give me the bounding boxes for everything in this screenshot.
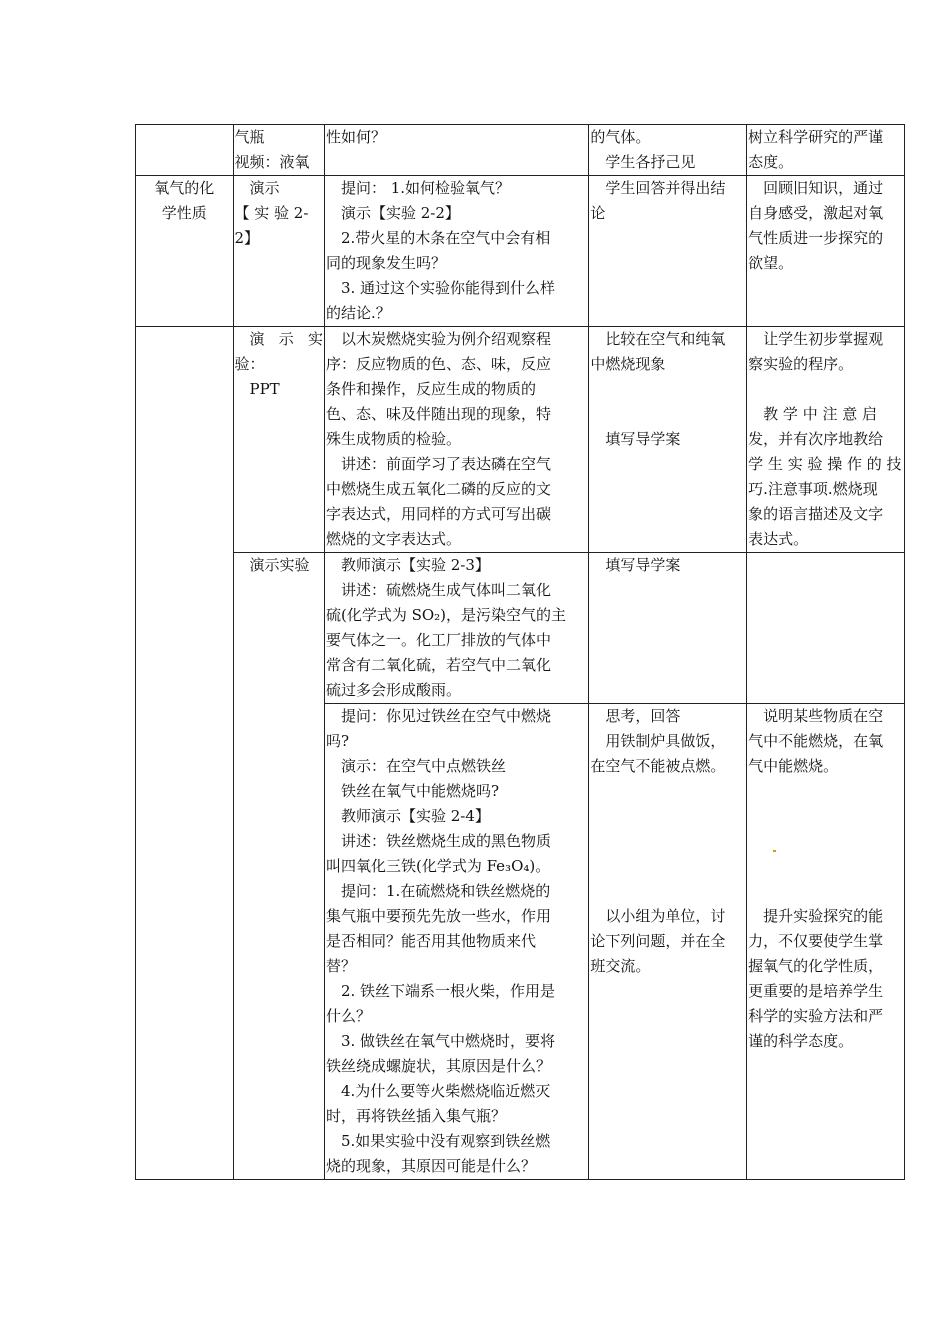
cell-line: 比较在空气和纯氧 [605, 330, 726, 348]
cell-line: 学生回答并得出结 [605, 179, 726, 197]
cell-line: 3. 通过这个实验你能得到什么样 [340, 279, 556, 297]
cell-line: 什么？ [325, 1007, 371, 1025]
cell-line: 气瓶 [234, 128, 265, 146]
cell-line: 殊生成物质的检验。 [325, 430, 461, 448]
cell-line: 集气瓶中要预先先放一些水，作用 [325, 907, 551, 925]
cell-line: 序：反应物质的色、态、味，反应 [325, 355, 551, 373]
cell-line: 欲望。 [748, 254, 794, 272]
cell-line: 字表达式，用同样的方式可写出碳 [325, 505, 551, 523]
table-cell [233, 327, 324, 553]
cell-line: 演示【实验 2-2】 [340, 204, 460, 222]
cell-line: 树立科学研究的严谨 [748, 128, 884, 146]
cell-line: 验： [234, 355, 265, 373]
cell-line: 视频：液氧 [234, 153, 310, 171]
table-row [136, 327, 905, 553]
table-cell [324, 553, 588, 704]
cell-line: 巧.注意事项.燃烧现 [748, 480, 878, 498]
cell-line: 谨的科学态度。 [748, 1032, 854, 1050]
stray-mark [773, 850, 776, 852]
cell-line: 叫四氧化三铁(化学式为 Fe₃O₄)。 [325, 857, 551, 875]
cell-line: 发，并有次序地教给 [748, 430, 884, 448]
cell-line: 讲述：硫燃烧生成气体叫二氧化 [340, 581, 551, 599]
cell-line: 学 生 实 验 操 作 的 技 [748, 455, 902, 473]
cell-line: 2. 铁丝下端系一根火柴，作用是 [340, 982, 556, 1000]
lesson-plan-table [135, 124, 905, 1180]
cell-line: 提问： 1.如何检验氧气？ [340, 179, 511, 197]
cell-line: 教 学 中 注 意 启 [763, 405, 877, 423]
cell-line: 中燃烧生成五氧化二磷的反应的文 [325, 480, 551, 498]
cell-line: 演 示 实 [249, 330, 323, 348]
cell-line: 提升实验探究的能 [763, 907, 884, 925]
cell-line: 中燃烧现象 [590, 355, 666, 373]
cell-line: 说明某些物质在空 [763, 707, 884, 725]
cell-line: 演示 [249, 179, 280, 197]
cell-line: 讲述：前面学习了表达磷在空气 [340, 455, 551, 473]
cell-line: 铁丝在氧气中能燃烧吗? [340, 782, 500, 800]
cell-line: 3. 做铁丝在氧气中燃烧时，要将 [340, 1032, 556, 1050]
cell-line: 铁丝绕成螺旋状，其原因是什么？ [325, 1057, 551, 1075]
cell-line: 气中能燃烧。 [748, 757, 839, 775]
cell-line: 时，再将铁丝插入集气瓶？ [325, 1107, 506, 1125]
cell-line: 吗? [325, 732, 350, 750]
cell-line: 氧气的化 [154, 179, 215, 197]
cell-line: 4.为什么要等火柴燃烧临近燃灭 [340, 1082, 551, 1100]
table-cell [233, 176, 324, 327]
cell-line: 填写导学案 [605, 430, 681, 448]
cell-line: 条件和操作，反应生成的物质的 [325, 380, 536, 398]
cell-line: 让学生初步掌握观 [763, 330, 884, 348]
cell-line: 表达式。 [748, 530, 809, 548]
cell-line: 燃烧的文字表达式。 [325, 530, 461, 548]
cell-line: 演示实验 [249, 556, 310, 574]
cell-line: 思考，回答 [605, 707, 681, 725]
table-cell [747, 125, 905, 176]
table-cell [747, 553, 905, 704]
cell-line: 硫(化学式为 SO₂)，是污染空气的主 [325, 606, 567, 624]
cell-line: 气性质进一步探究的 [748, 229, 884, 247]
table-cell [589, 176, 747, 327]
cell-line: 学生各抒己见 [605, 153, 696, 171]
cell-line: 2.带火星的木条在空气中会有相 [340, 229, 551, 247]
cell-line: 更重要的是培养学生 [748, 982, 884, 1000]
cell-line: 是否相同？能否用其他物质来代 [325, 932, 536, 950]
cell-line: 在空气不能被点燃。 [590, 757, 726, 775]
cell-line: 科学的实验方法和严 [748, 1007, 884, 1025]
table-cell [233, 553, 324, 1180]
cell-line: 察实验的程序。 [748, 355, 854, 373]
cell-line: 提问：你见过铁丝在空气中燃烧 [340, 707, 551, 725]
table-cell [136, 327, 234, 1180]
cell-line: 教师演示【实验 2-3】 [340, 556, 490, 574]
cell-line: 【 实 验 2- [234, 204, 309, 222]
cell-line: 用铁制炉具做饭， [605, 732, 726, 750]
cell-line: 论下列问题，并在全 [590, 932, 726, 950]
cell-line: 性如何？ [325, 128, 386, 146]
table-cell [589, 327, 747, 553]
table-cell [589, 125, 747, 176]
cell-line: 同的现象发生吗？ [325, 254, 446, 272]
table-cell [233, 125, 324, 176]
cell-line: 2】 [234, 229, 260, 247]
table-cell [747, 327, 905, 553]
cell-line: 学性质 [161, 204, 207, 222]
cell-line: 色、态、味及伴随出现的现象，特 [325, 405, 551, 423]
table-cell [324, 327, 588, 553]
table-cell [136, 125, 234, 176]
cell-line: 象的语言描述及文字 [748, 505, 884, 523]
cell-line: 自身感受，激起对氧 [748, 204, 884, 222]
table-row [136, 553, 905, 704]
cell-line: 讲述：铁丝燃烧生成的黑色物质 [340, 832, 551, 850]
cell-line: 提问：1.在硫燃烧和铁丝燃烧的 [340, 882, 551, 900]
cell-line: 常含有二氧化硫，若空气中二氧化 [325, 656, 551, 674]
cell-line: 气中不能燃烧，在氧 [748, 732, 884, 750]
table-row [136, 176, 905, 327]
cell-line: 的结论.？ [325, 304, 391, 322]
table-cell [324, 704, 588, 1180]
cell-line: 教师演示【实验 2-4】 [340, 807, 490, 825]
cell-line: 以木炭燃烧实验为例介绍观察程 [340, 330, 551, 348]
cell-line: 态度。 [748, 153, 794, 171]
table-cell [747, 704, 905, 1180]
cell-line: PPT [249, 380, 280, 398]
cell-line: 握氧气的化学性质， [748, 957, 884, 975]
table-cell [324, 125, 588, 176]
cell-line: 要气体之一。化工厂排放的气体中 [325, 631, 551, 649]
cell-line: 回顾旧知识，通过 [763, 179, 884, 197]
table-cell [747, 176, 905, 327]
cell-line: 烧的现象，其原因可能是什么？ [325, 1157, 536, 1175]
table-row [136, 125, 905, 176]
cell-line: 以小组为单位，讨 [605, 907, 726, 925]
cell-line: 的气体。 [590, 128, 651, 146]
cell-line: 演示：在空气中点燃铁丝 [340, 757, 506, 775]
cell-line: 班交流。 [590, 957, 651, 975]
cell-line: 硫过多会形成酸雨。 [325, 681, 461, 699]
table-cell [589, 553, 747, 704]
table-cell [589, 704, 747, 1180]
cell-line: 替？ [325, 957, 356, 975]
cell-line: 力，不仅要使学生掌 [748, 932, 884, 950]
cell-line: 论 [590, 204, 606, 222]
cell-line: 5.如果实验中没有观察到铁丝燃 [340, 1132, 551, 1150]
table-cell [136, 176, 234, 327]
table-cell [324, 176, 588, 327]
cell-line: 填写导学案 [605, 556, 681, 574]
